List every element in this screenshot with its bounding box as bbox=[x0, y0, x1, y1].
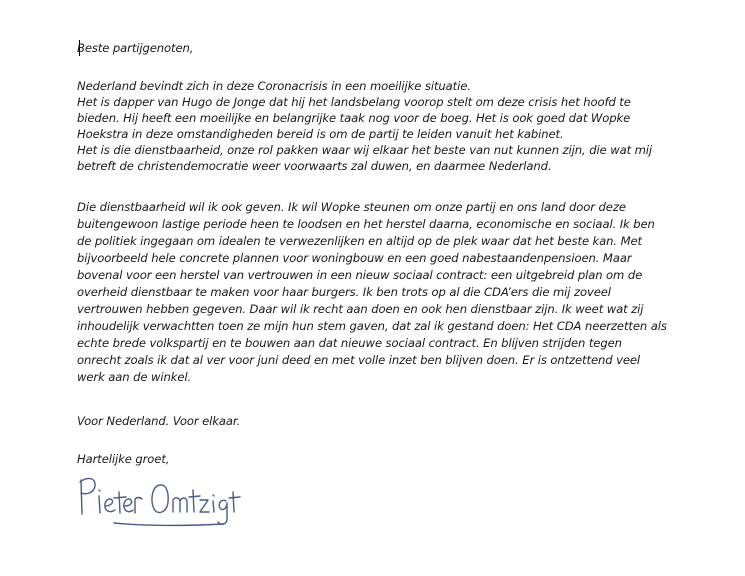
letter-line: vertrouwen hebben gegeven. Daar wil ik recht aan doen en ook hen dienstbaar zijn. Ik weet wat zij bbox=[77, 302, 644, 316]
letter-line: overheid dienstbaar te maken voor haar burgers. Ik ben trots op al die CDA’ers die mij zoveel bbox=[77, 285, 611, 299]
letter-line: Die dienstbaarheid wil ik ook geven. Ik wil Wopke steunen om onze partij en ons land door deze bbox=[77, 200, 626, 214]
letter-line: echte brede volkspartij en te bouwen aan dat nieuwe sociaal contract. En blijven strijden tegen bbox=[77, 336, 622, 350]
letter-line: Het is die dienstbaarheid, onze rol pakken waar wij elkaar het beste van nut kunnen zijn, die wat mij bbox=[77, 143, 653, 157]
letter-line: onrecht zoals ik dat al ver voor juni deed en met volle inzet ben blijven doen. Er is ontzettend veel bbox=[77, 353, 641, 367]
letter-line: Nederland bevindt zich in deze Coronacrisis in een moeilijke situatie. bbox=[77, 79, 471, 93]
letter-line: bovenal voor een herstel van vertrouwen in een nieuw sociaal contract: een uitgebreid plan om de bbox=[77, 268, 643, 282]
letter-line: bijvoorbeeld hele concrete plannen voor woningbouw en een goed nabestaandenpensioen. Maar bbox=[77, 251, 632, 265]
letter-line: Hoekstra in deze omstandigheden bereid is om de partij te leiden vanuit het kabinet. bbox=[77, 127, 564, 141]
motto: Voor Nederland. Voor elkaar. bbox=[77, 414, 241, 428]
closing: Hartelijke groet, bbox=[77, 452, 170, 466]
letter-line: betreft de christendemocratie weer voorwaarts zal duwen, en daarmee Nederland. bbox=[77, 159, 552, 173]
salutation: Beste partijgenoten, bbox=[77, 41, 194, 55]
letter-line: werk aan de winkel. bbox=[77, 370, 192, 384]
handwritten-signature bbox=[74, 470, 244, 528]
letter-line: de politiek ingegaan om idealen te verwezenlijken en altijd op de plek waar dat het beste kan. Met bbox=[77, 234, 642, 248]
letter-line: bieden. Hij heeft een moeilijke en belangrijke taak nog voor de boeg. Het is ook goed dat Wopke bbox=[77, 111, 631, 125]
letter-line: Het is dapper van Hugo de Jonge dat hij het landsbelang voorop stelt om deze crisis het hoofd te bbox=[77, 95, 631, 109]
letter-line: inhoudelijk verwachtten toen ze mijn hun stem gaven, dat zal ik gestand doen: Het CDA neerzetten als bbox=[77, 319, 667, 333]
letter-line: buitengewoon lastige periode heen te loodsen en het herstel daarna, economische en sociaal. Ik ben bbox=[77, 217, 655, 231]
